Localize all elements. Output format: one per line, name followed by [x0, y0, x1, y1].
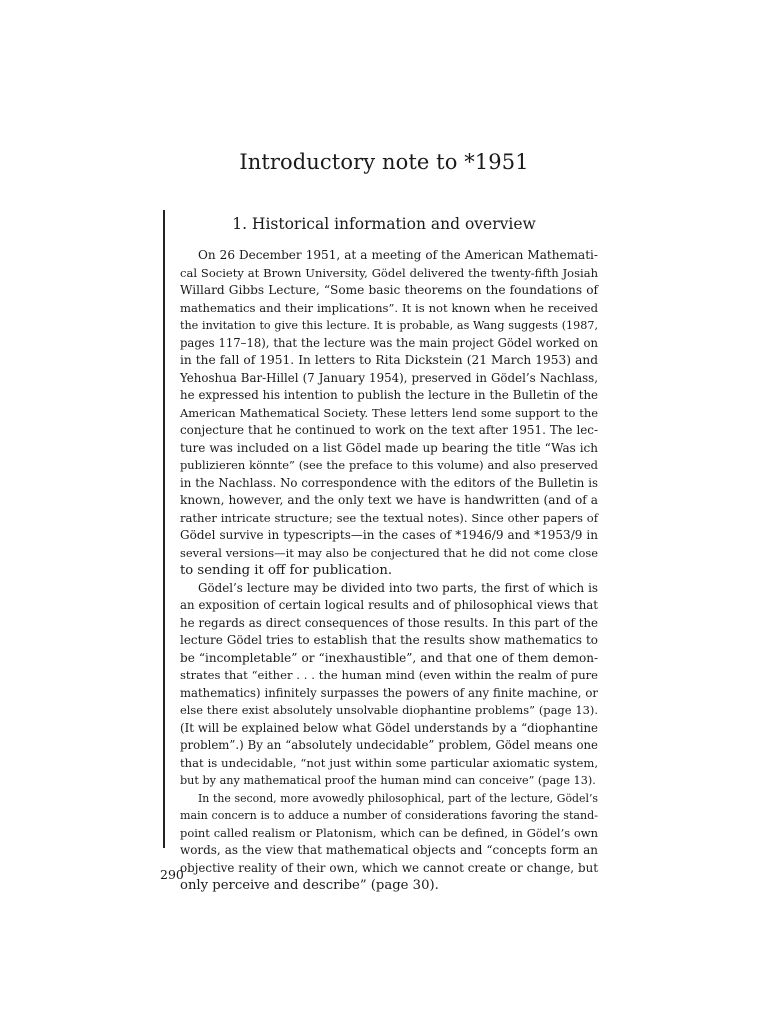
- text-line: several versions—it may also be conjectured that he did not come close: [180, 545, 598, 560]
- text-line: only perceive and describe” (page 30).: [180, 878, 439, 893]
- text-line: problem”.) By an “absolutely undecidable” problem, Gödel means one: [180, 738, 598, 752]
- text-line: publizieren könnte” (see the preface to this volume) and also preserved: [180, 458, 598, 472]
- text-line: else there exist absolutely unsolvable diophantine problems” (page 13).: [180, 703, 598, 717]
- text-line: in the fall of 1951. In letters to Rita Dickstein (21 March 1953) and: [180, 353, 598, 367]
- body-text: [180, 247, 598, 895]
- text-line: pages 117–18), that the lecture was the main project Gödel worked on: [180, 335, 598, 350]
- text-line: but by any mathematical proof the human mind can conceive” (page 13).: [180, 774, 596, 787]
- paragraph: [180, 580, 598, 790]
- text-line: rather intricate structure; see the textual notes). Since other papers of: [180, 510, 598, 525]
- text-line: an exposition of certain logical results and of philosophical views that: [180, 598, 598, 612]
- text-line: he expressed his intention to publish the lecture in the Bulletin of the: [180, 388, 598, 402]
- text-line: objective reality of their own, which we cannot create or change, but: [180, 860, 598, 875]
- text-line: he regards as direct consequences of those results. In this part of the: [180, 615, 598, 630]
- text-line: On 26 December 1951, at a meeting of the American Mathemati-: [198, 248, 598, 262]
- text-line: Gödel’s lecture may be divided into two parts, the first of which is: [198, 580, 598, 595]
- text-line: American Mathematical Society. These letters lend some support to the: [180, 405, 598, 420]
- page-title: Introductory note to *1951: [239, 150, 529, 174]
- text-line: Willard Gibbs Lecture, “Some basic theorems on the foundations of: [180, 283, 598, 297]
- text-line: lecture Gödel tries to establish that the results show mathematics to: [180, 633, 598, 647]
- paragraph: [180, 790, 598, 895]
- text-line: point called realism or Platonism, which can be defined, in Gödel’s own: [180, 825, 598, 840]
- text-line: words, as the view that mathematical objects and “concepts form an: [180, 843, 598, 857]
- text-line: in the Nachlass. No correspondence with the editors of the Bulletin is: [180, 475, 598, 490]
- paragraph: [180, 247, 598, 580]
- text-line: ture was included on a list Gödel made up bearing the title “Was ich: [180, 440, 598, 455]
- page-number: 290: [160, 867, 184, 882]
- text-line: Gödel survive in typescripts—in the cases of *1946/9 and *1953/9 in: [180, 528, 598, 542]
- text-line: cal Society at Brown University, Gödel delivered the twenty-fifth Josiah: [180, 265, 598, 280]
- text-line: mathematics and their implications”. It is not known when he received: [180, 300, 598, 315]
- text-line: (It will be explained below what Gödel understands by a “diophantine: [180, 720, 598, 735]
- text-line: known, however, and the only text we have is handwritten (and of a: [180, 493, 598, 507]
- margin-change-bar: [163, 210, 165, 848]
- text-line: strates that “either . . . the human mind (even within the realm of pure: [180, 668, 598, 682]
- text-line: main concern is to adduce a number of considerations favoring the stand-: [180, 809, 598, 822]
- text-line: be “incompletable” or “inexhaustible”, and that one of them demon-: [180, 650, 598, 665]
- section-heading: 1. Historical information and overview: [232, 215, 536, 233]
- text-line: Yehoshua Bar-Hillel (7 January 1954), preserved in Gödel’s Nachlass,: [180, 370, 598, 385]
- text-line: that is undecidable, “not just within some particular axiomatic system,: [180, 755, 598, 770]
- text-line: In the second, more avowedly philosophical, part of the lecture, Gödel’s: [198, 791, 598, 805]
- text-line: conjecture that he continued to work on the text after 1951. The lec-: [180, 423, 598, 437]
- text-line: to sending it off for publication.: [180, 563, 393, 578]
- text-line: mathematics) infinitely surpasses the powers of any finite machine, or: [180, 685, 598, 700]
- text-line: the invitation to give this lecture. It is probable, as Wang suggests (1987,: [180, 319, 598, 332]
